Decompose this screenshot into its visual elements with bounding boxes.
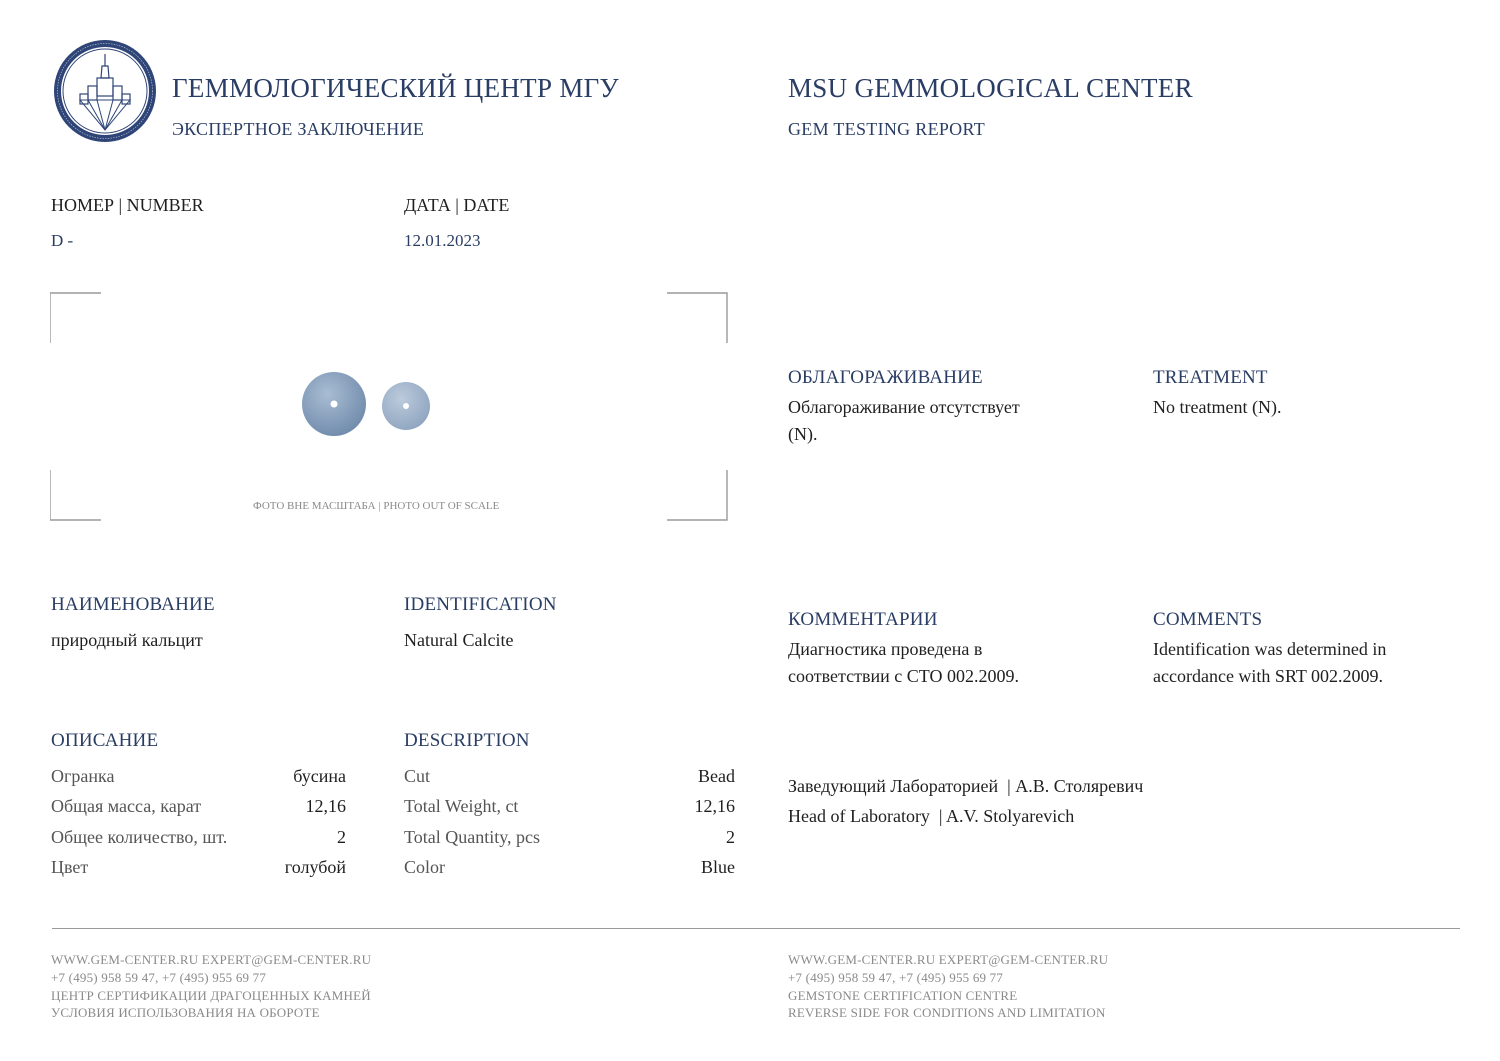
desc-row-ru <box>51 796 346 817</box>
comments-label-ru: КОММЕНТАРИИ <box>788 609 938 630</box>
desc-value: 12,16 <box>694 796 735 816</box>
description-label-ru: ОПИСАНИЕ <box>51 730 159 751</box>
desc-value: 12,16 <box>305 796 346 816</box>
header-subtitle-ru: ЭКСПЕРТНОЕ ЗАКЛЮЧЕНИЕ <box>172 119 425 139</box>
identification-value-ru: природный кальцит <box>51 630 203 650</box>
footer-right-line: REVERSE SIDE FOR CONDITIONS AND LIMITATION <box>788 1005 1106 1021</box>
desc-row-en <box>404 766 735 787</box>
header-subtitle-en: GEM TESTING REPORT <box>788 119 985 139</box>
photo-caption: ФОТО ВНЕ МАСШТАБА | PHOTO OUT OF SCALE <box>253 500 500 512</box>
footer-right-line: WWW.GEM-CENTER.RU EXPERT@GEM-CENTER.RU <box>788 952 1109 967</box>
desc-value: 2 <box>726 827 735 847</box>
comments-label-en: COMMENTS <box>1153 609 1263 630</box>
footer-right-line: +7 (495) 958 59 47, +7 (495) 955 69 77 <box>788 969 1004 985</box>
desc-value: Blue <box>701 857 735 877</box>
desc-row-ru <box>51 857 346 878</box>
number-value: D - <box>51 231 74 250</box>
signature-ru: Заведующий Лабораторией | А.В. Столяревич <box>788 776 1144 796</box>
footer-left-line: ЦЕНТР СЕРТИФИКАЦИИ ДРАГОЦЕННЫХ КАМНЕЙ <box>51 987 371 1003</box>
footer-left-line: УСЛОВИЯ ИСПОЛЬЗОВАНИЯ НА ОБОРОТЕ <box>51 1005 320 1021</box>
date-value: 12.01.2023 <box>404 231 481 250</box>
description-label-en: DESCRIPTION <box>404 730 530 751</box>
header-title-ru: ГЕММОЛОГИЧЕСКИЙ ЦЕНТР МГУ <box>172 73 619 103</box>
desc-value: бусина <box>293 766 346 786</box>
gem-photo <box>295 365 440 445</box>
desc-key: Общее количество, шт. <box>51 827 228 847</box>
msu-seal-icon <box>52 38 158 144</box>
desc-key: Общая масса, карат <box>51 796 202 816</box>
desc-value: голубой <box>284 857 346 877</box>
footer-left-line: +7 (495) 958 59 47, +7 (495) 955 69 77 <box>51 969 267 985</box>
desc-key: Огранка <box>51 766 115 786</box>
desc-key: Color <box>404 857 446 877</box>
desc-row-ru <box>51 827 346 848</box>
comments-value-ru-line2: соответствии с СТО 002.2009. <box>788 666 1019 686</box>
desc-key: Цвет <box>51 857 89 877</box>
desc-key: Total Quantity, pcs <box>404 827 541 847</box>
comments-value-en-line1: Identification was determined in <box>1153 639 1387 659</box>
number-label: НОМЕР | NUMBER <box>51 195 204 215</box>
desc-key: Cut <box>404 766 431 786</box>
desc-row-en <box>404 857 735 878</box>
footer-right <box>788 951 1108 1022</box>
comments-value-en-line2: accordance with SRT 002.2009. <box>1153 666 1384 686</box>
desc-row-en <box>404 796 735 817</box>
treatment-value-en: No treatment (N). <box>1153 397 1282 417</box>
signature-en: Head of Laboratory | A.V. Stolyarevich <box>788 806 1075 826</box>
desc-row-ru <box>51 766 346 787</box>
comments-value-ru-line1: Диагностика проведена в <box>788 639 983 659</box>
treatment-label-en: TREATMENT <box>1153 367 1268 388</box>
identification-label-ru: НАИМЕНОВАНИЕ <box>51 594 215 615</box>
footer-left-line: WWW.GEM-CENTER.RU EXPERT@GEM-CENTER.RU <box>51 952 372 967</box>
desc-value: 2 <box>337 827 346 847</box>
identification-label-en: IDENTIFICATION <box>404 594 557 615</box>
desc-key: Total Weight, ct <box>404 796 519 816</box>
identification-value-en: Natural Calcite <box>404 630 514 650</box>
treatment-value-ru-line1: Облагораживание отсутствует <box>788 397 1020 417</box>
treatment-label-ru: ОБЛАГОРАЖИВАНИЕ <box>788 367 983 388</box>
date-label: ДАТА | DATE <box>404 195 510 215</box>
treatment-value-ru-line2: (N). <box>788 424 818 444</box>
footer-divider <box>52 928 1460 929</box>
desc-row-en <box>404 827 735 848</box>
desc-value: Bead <box>698 766 735 786</box>
footer-left <box>51 951 371 1022</box>
header-title-en: MSU GEMMOLOGICAL CENTER <box>788 73 1193 103</box>
footer-right-line: GEMSTONE CERTIFICATION CENTRE <box>788 987 1018 1003</box>
